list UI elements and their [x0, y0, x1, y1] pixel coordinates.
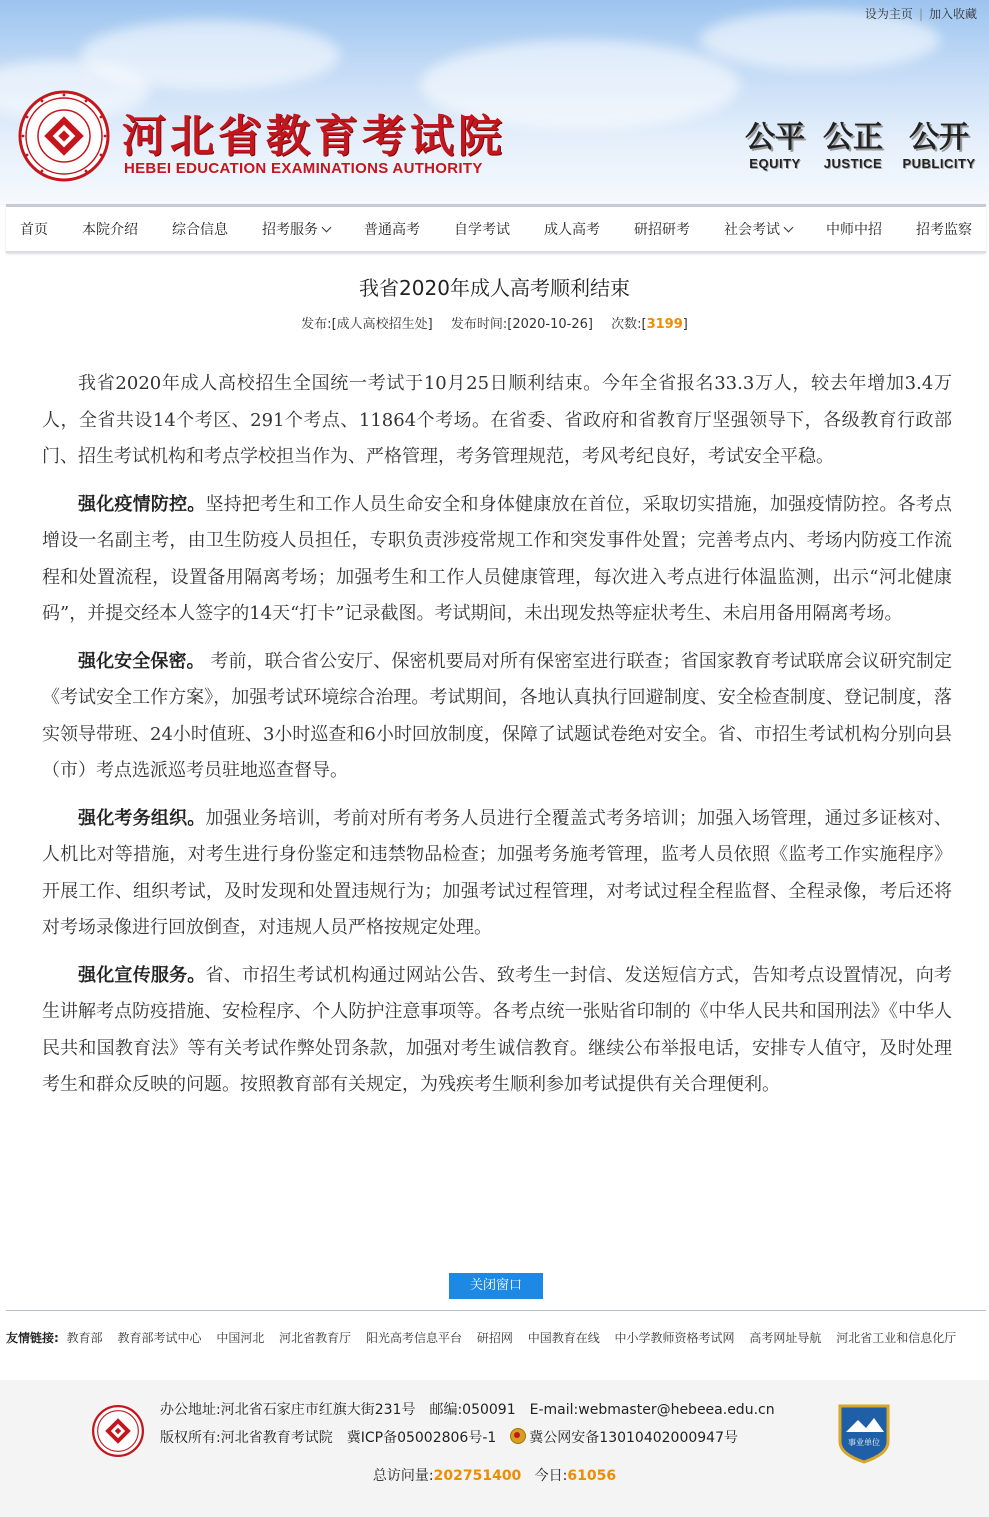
nav-self-study-exam[interactable]: 自学考试	[454, 222, 510, 238]
motto-group	[740, 120, 980, 182]
publish-date: [2020-10-26]	[507, 317, 593, 332]
contact-email-link[interactable]: webmaster@hebeea.edu.cn	[578, 1402, 775, 1418]
friend-links-bar	[6, 1310, 986, 1363]
visit-stats: 总访问量:202751400 今日:61056	[372, 1468, 617, 1484]
zip-code: 050091	[462, 1402, 516, 1418]
article-title: 我省2020年成人高考顺利结束	[359, 276, 630, 300]
friend-link[interactable]: 中国河北	[216, 1331, 265, 1345]
friend-link[interactable]: 河北省工业和信息化厅	[836, 1331, 957, 1345]
motto-cn: 公正	[823, 120, 883, 155]
publisher-label: 发布:	[301, 317, 332, 332]
today-visits: 61056	[567, 1468, 617, 1484]
publisher-value: [成人高校招生处]	[331, 317, 433, 332]
motto-cn: 公开	[909, 120, 969, 155]
friend-link[interactable]: 教育部	[66, 1331, 103, 1345]
top-links: 设为主页 | 加入收藏	[864, 7, 977, 21]
article-paragraph: 我省2020年成人高校招生全国统一考试于10月25日顺利结束。今年全省报名33.3万人，较去年增加3.4万人，全省共设14个考区、291个考点、11864个考场。在省委、省政府和省教育厅坚强领导下，各级教育行政部门、招生考试机构和考点学校担当作为、严格管理，考务管理规范，考风考纪良好，考试安全平稳。	[42, 373, 952, 467]
police-record-link[interactable]: 冀公网安备13010402000947号	[529, 1430, 738, 1446]
site-title-en: HEBEI EDUCATION EXAMINATIONS AUTHORITY	[124, 160, 483, 177]
nav-secondary-admission[interactable]: 中师中招	[826, 222, 882, 238]
motto-en: EQUITY	[749, 156, 801, 171]
article-paragraph: 强化考务组织。加强业务培训，考前对所有考务人员进行全覆盖式考务培训；加强入场管理，通过多证核对、人机比对等措施，对考生进行身份鉴定和违禁物品检查；加强考务施考管理，监考人员依照《监考工作实施程序》开展工作、组织考试，及时发现和处置违规行为；加强考试过程管理，对考试过程全程监督、全程录像，考后还将对考场录像进行回放倒查，对违规人员严格按规定处理。	[42, 807, 953, 938]
friend-link[interactable]: 中小学教师资格考试网	[614, 1331, 735, 1345]
footer-address-line: 办公地址:河北省石家庄市红旗大街231号 邮编:050091 E-mail:webmaster@hebeea.edu.cn	[160, 1402, 775, 1418]
site-header	[0, 0, 989, 205]
friend-link[interactable]: 河北省教育厅	[279, 1331, 352, 1345]
authority-seal-logo	[18, 90, 110, 182]
copyright-owner: 河北省教育考试院	[220, 1430, 333, 1446]
icp-record-link[interactable]: 冀ICP备05002806号-1	[346, 1430, 497, 1446]
article-paragraph: 强化宣传服务。省、市招生考试机构通过网站公告、致考生一封信、发送短信方式，告知考点设置情况，向考生讲解考点防疫措施、安检程序、个人防护注意事项等。各考点统一张贴省印制的《中华人民共和国刑法》《中华人民共和国教育法》等有关考试作弊处罚条款，加强对考生诚信教育。继续公布举报电话，安排专人值守，及时处理考生和群众反映的问题。按照教育部有关规定，为残疾考生顺利参加考试提供有关合理便利。	[42, 964, 953, 1095]
motto-en: JUSTICE	[823, 156, 883, 171]
nav-adult-exam[interactable]: 成人高考	[544, 222, 600, 238]
set-homepage-link[interactable]: 设为主页	[864, 7, 913, 21]
article-paragraph: 强化疫情防控。坚持把考生和工作人员生命安全和身体健康放在首位，采取切实措施，加强疫情防控。各考点增设一名副主考，由卫生防疫人员担任，专职负责涉疫常规工作和突发事件处置；完善考点内、考场内防疫工作流程和处置流程，设置备用隔离考场；加强考生和工作人员健康管理，每次进入考点进行体温监测，出示“河北健康码”，并提交经本人签字的14天“打卡”记录截图。考试期间，未出现发热等症状考生、未启用备用隔离考场。	[42, 493, 953, 624]
office-address: 河北省石家庄市红旗大街231号	[220, 1402, 416, 1418]
friend-link[interactable]: 研招网	[476, 1331, 513, 1345]
date-label: 发布时间:	[450, 317, 508, 332]
close-window-button[interactable]: 关闭窗口	[449, 1273, 543, 1299]
friend-links-label: 友情链接:	[6, 1331, 59, 1345]
motto-equity	[740, 120, 810, 171]
article-paragraph: 强化安全保密。 考前，联合省公安厅、保密机要局对所有保密室进行联查；省国家教育考试联席会议研究制定《考试安全工作方案》，加强考试环境综合治理。考试期间，各地认真执行回避制度、安全检查制度、登记制度，落实领导带班、24小时值班、3小时巡查和6小时回放制度，保障了试题试卷绝对安全。省、市招生考试机构分别向县（市）考点选派巡考员驻地巡查督导。	[42, 650, 952, 781]
friend-link[interactable]: 阳光高考信息平台	[366, 1331, 463, 1345]
total-visits: 202751400	[433, 1468, 522, 1484]
public-institution-badge-icon[interactable]	[836, 1402, 892, 1464]
nav-graduate-exam[interactable]: 研招研考	[634, 222, 690, 238]
nav-home[interactable]: 首页	[20, 222, 48, 238]
footer-copyright-line: 版权所有:河北省教育考试院 冀ICP备05002806号-1 冀公网安备13010402000947号	[160, 1430, 738, 1446]
police-badge-icon	[510, 1428, 526, 1444]
badge-text: 事业单位	[848, 1438, 880, 1447]
nav-about[interactable]: 本院介绍	[82, 222, 138, 238]
nav-general-info[interactable]: 综合信息	[172, 222, 228, 238]
hit-count: 3199	[646, 317, 683, 332]
nav-admission-services[interactable]: 招考服务	[262, 219, 330, 239]
hits-label: 次数:	[611, 317, 642, 332]
chevron-down-icon	[784, 223, 794, 233]
nav-gaokao[interactable]: 普通高考	[364, 222, 420, 238]
nav-supervision[interactable]: 招考监察	[916, 222, 972, 238]
article-meta: 发布:[成人高校招生处] 发布时间:[2020-10-26] 次数:[3199]	[301, 317, 688, 332]
nav-social-exams[interactable]: 社会考试	[724, 219, 792, 239]
friend-link[interactable]: 高考网址导航	[749, 1331, 822, 1345]
main-nav	[6, 204, 986, 253]
paragraph-lead: 强化安全保密。	[78, 650, 205, 672]
friend-link[interactable]: 教育部考试中心	[117, 1331, 202, 1345]
article-body	[42, 366, 952, 1115]
site-title-cn: 河北省教育考试院	[122, 111, 506, 162]
friend-link[interactable]: 中国教育在线	[527, 1331, 600, 1345]
paragraph-lead: 强化考务组织。	[78, 807, 206, 829]
motto-publicity	[898, 120, 980, 171]
motto-cn: 公平	[745, 120, 805, 155]
chevron-down-icon	[322, 223, 332, 233]
add-favorite-link[interactable]: 加入收藏	[928, 7, 977, 21]
site-footer	[0, 1380, 989, 1517]
footer-seal-logo	[92, 1405, 144, 1457]
motto-justice	[818, 120, 888, 171]
paragraph-lead: 强化疫情防控。	[78, 493, 206, 515]
paragraph-lead: 强化宣传服务。	[78, 964, 206, 986]
motto-en: PUBLICITY	[902, 156, 976, 171]
